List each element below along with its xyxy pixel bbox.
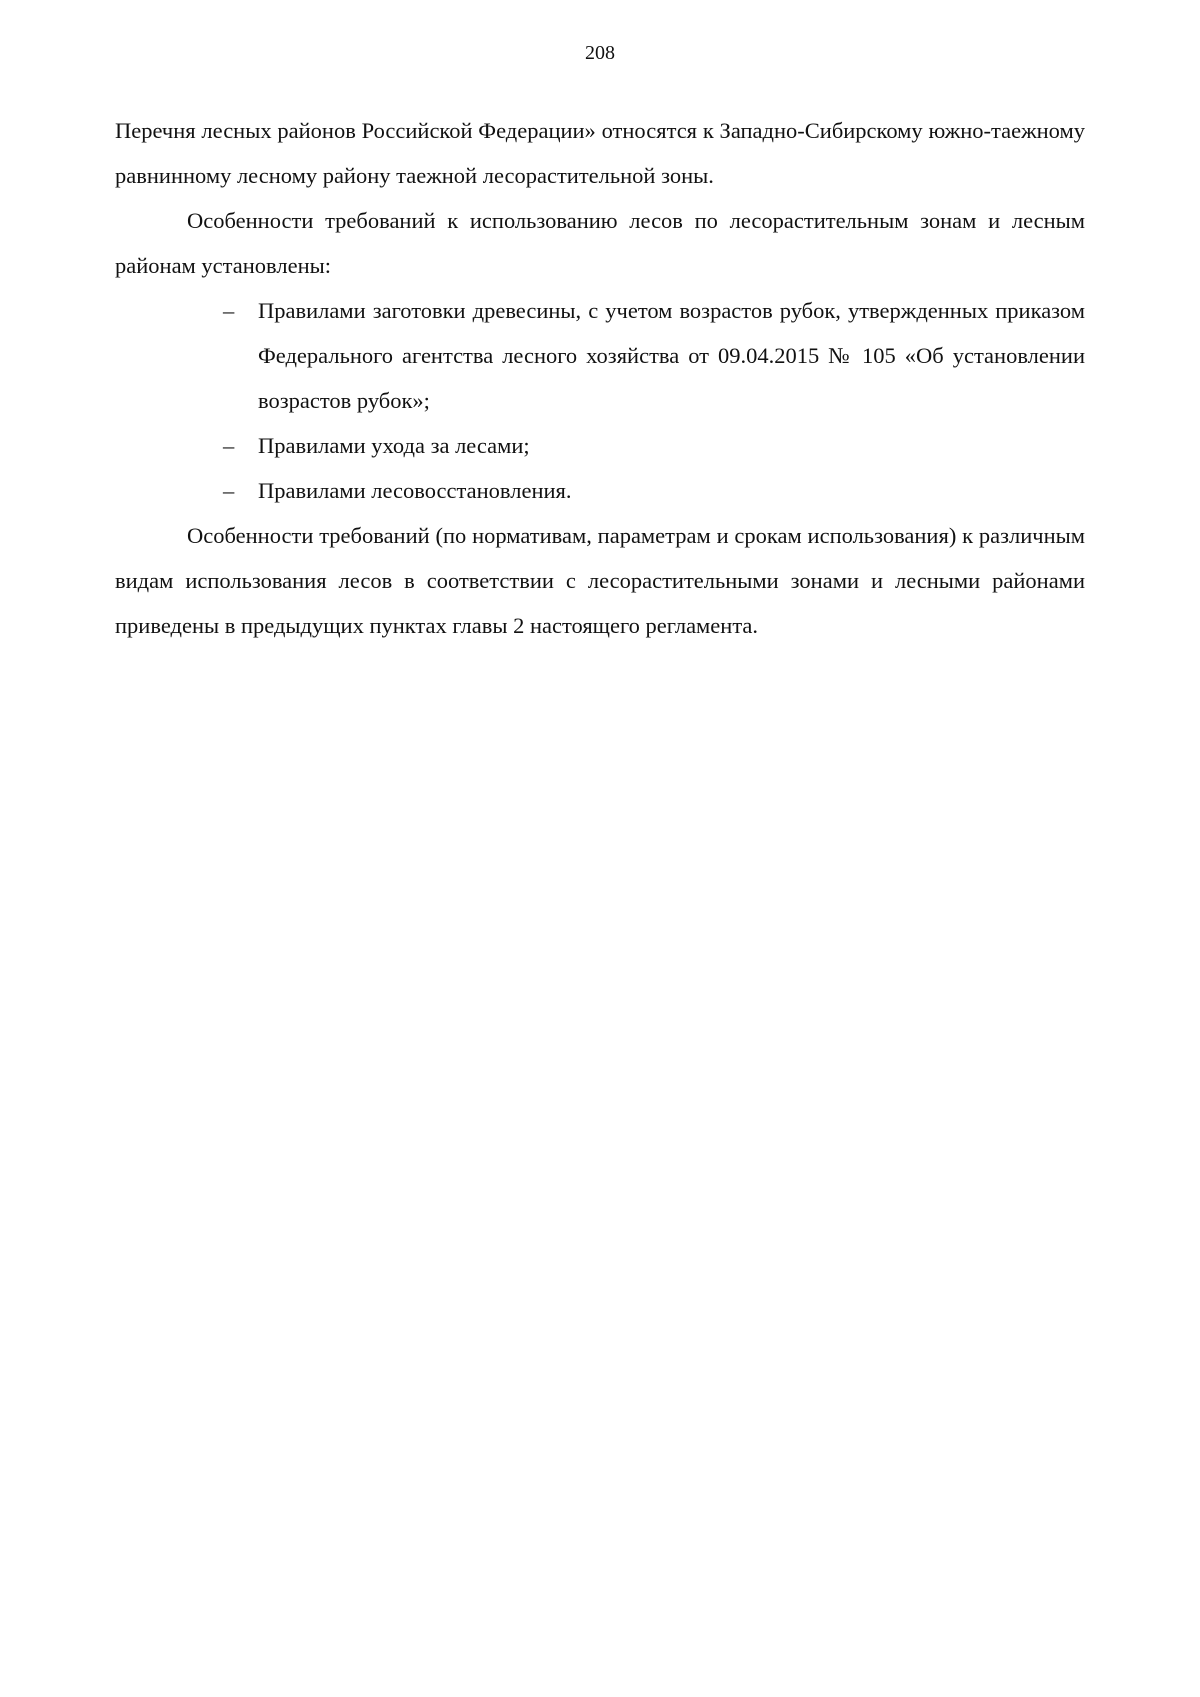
page-number: 208	[585, 42, 615, 64]
list-item	[115, 468, 1085, 513]
rules-list	[115, 288, 1085, 513]
list-item-text: Правилами ухода за лесами;	[258, 433, 530, 458]
list-marker: –	[223, 478, 235, 503]
document-body	[115, 108, 1085, 648]
paragraph-forest-region: Перечня лесных районов Российской Федерации» относятся к Западно-Сибирскому южно-таежному равнинному лесному району таежной лесорастительной зоны.	[115, 118, 1085, 188]
paragraph-requirements-intro: Особенности требований к использованию лесов по лесорастительным зонам и лесным районам установлены:	[115, 208, 1085, 278]
list-marker: –	[223, 298, 235, 323]
list-item	[115, 423, 1085, 468]
list-item-text: Правилами заготовки древесины, с учетом возрастов рубок, утвержденных приказом Федерального агентства лесного хозяйства от 09.04.2015 № 105 «Об установлении возрастов рубок»;	[258, 298, 1085, 413]
list-item-text: Правилами лесовосстановления.	[258, 478, 572, 503]
list-marker: –	[223, 433, 235, 458]
list-item	[115, 288, 1085, 423]
paragraph-requirements-details: Особенности требований (по нормативам, параметрам и срокам использования) к различным видам использования лесов в соответствии с лесорастительными зонами и лесными районами приведены в предыдущих пунктах главы 2 настоящего регламента.	[115, 523, 1085, 638]
